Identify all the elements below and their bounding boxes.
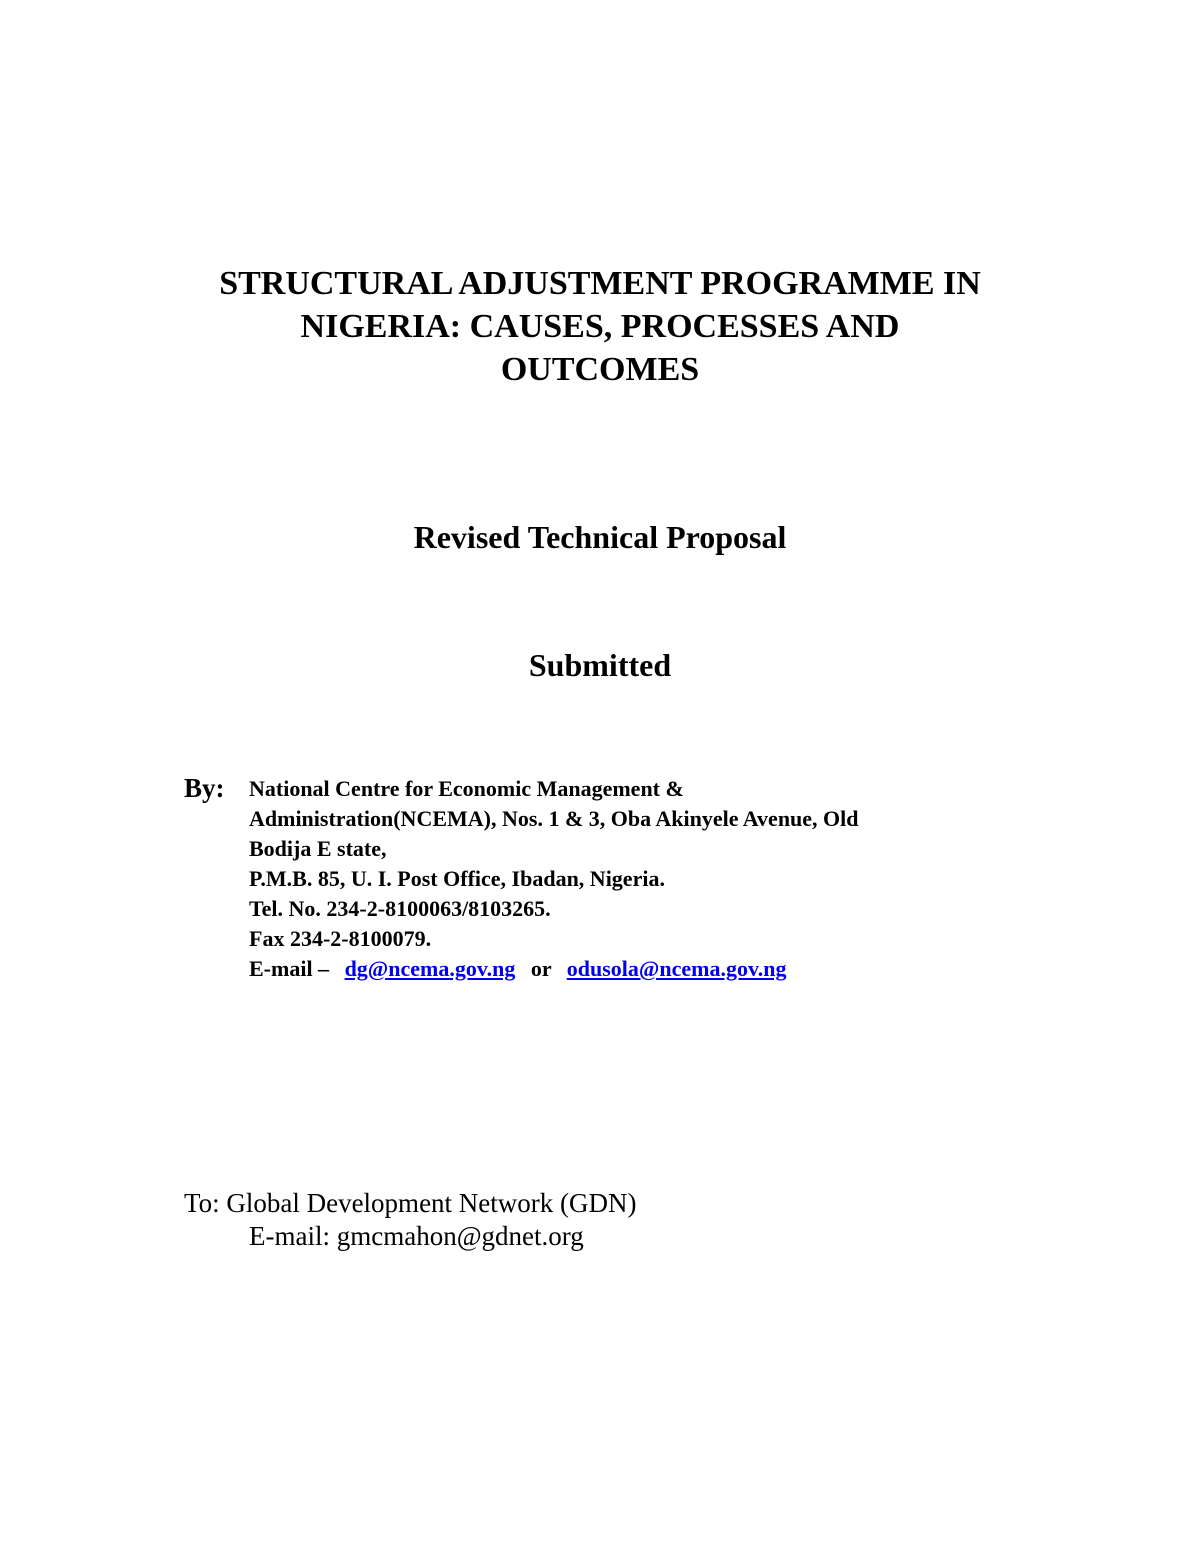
submitted-heading: Submitted <box>528 647 672 683</box>
title-line-3: OUTCOMES <box>500 351 700 388</box>
fax-line: Fax 234-2-8100079. <box>249 926 432 951</box>
email-or: or <box>530 956 552 981</box>
telephone-line: Tel. No. 234-2-8100063/8103265. <box>249 896 551 921</box>
address-line-4: P.M.B. 85, U. I. Post Office, Ibadan, Nigeria. <box>249 866 665 891</box>
document-title <box>150 262 1050 391</box>
document-subtitle: Revised Technical Proposal <box>413 519 787 555</box>
submitter-address <box>249 774 1009 984</box>
recipient-block <box>184 1187 637 1253</box>
title-line-1: STRUCTURAL ADJUSTMENT PROGRAMME IN <box>219 265 981 302</box>
email-prefix: E-mail – <box>249 956 330 981</box>
by-label: By: <box>184 773 225 803</box>
email-line <box>249 954 1009 984</box>
title-line-2: NIGERIA: CAUSES, PROCESSES AND <box>300 308 900 345</box>
email-link-dg[interactable]: dg@ncema.gov.ng <box>344 956 516 981</box>
address-line-3: Bodija E state, <box>249 836 387 861</box>
email-link-odusola[interactable]: odusola@ncema.gov.ng <box>566 956 787 981</box>
address-line-1: National Centre for Economic Management & <box>249 776 684 801</box>
recipient-email: E-mail: gmcmahon@gdnet.org <box>249 1221 584 1251</box>
recipient-line: To: Global Development Network (GDN) <box>184 1188 637 1218</box>
address-line-2: Administration(NCEMA), Nos. 1 & 3, Oba Akinyele Avenue, Old <box>249 806 859 831</box>
